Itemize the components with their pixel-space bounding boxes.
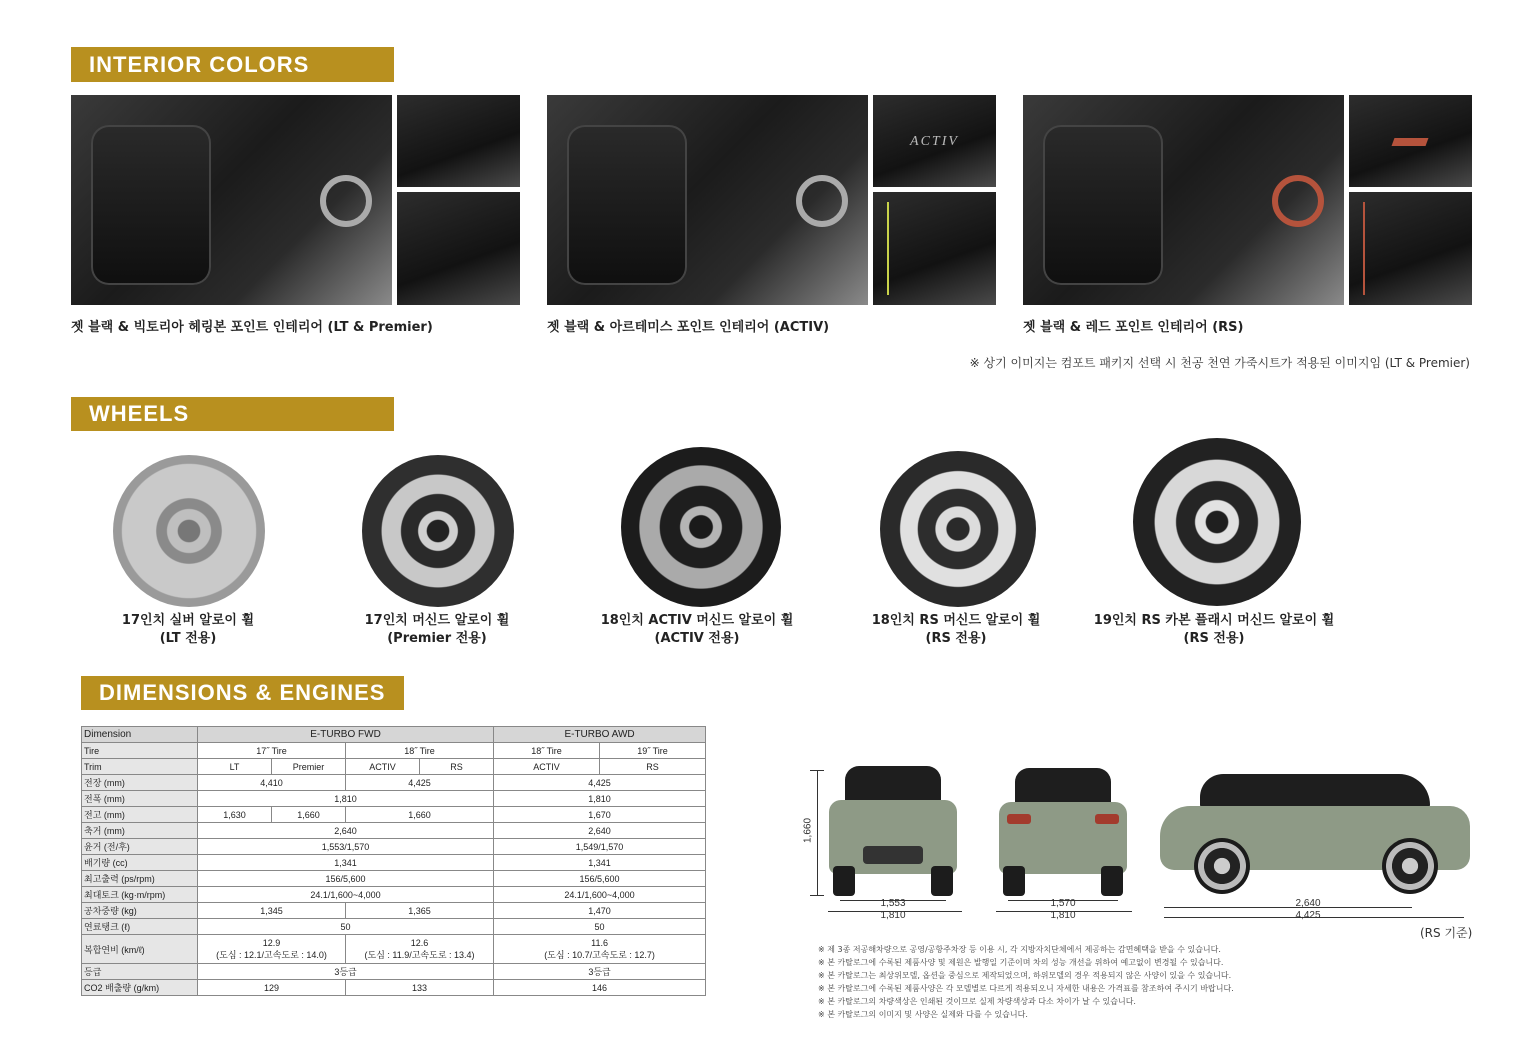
spec-cell: 146 [494,980,706,996]
car-front-view [823,766,963,896]
spec-label: 전폭 (mm) [82,791,198,807]
wheel-label-18-activ: 18인치 ACTIV 머신드 알로이 휠 (ACTIV 전용) [600,613,794,646]
rs-stitch [1363,202,1365,295]
spec-row-tire [82,743,706,759]
spec-label: 최대토크 (kg·m/rpm) [82,887,198,903]
spec-row-torque [82,887,706,903]
wheelbase-label: 2,640 [1295,898,1321,909]
footnote: ※ 본 카탈로그는 최상위모델, 옵션을 중심으로 제작되었으며, 하위모델의 경우 적용되지 않은 사양이 있을 수 있습니다. [818,971,1232,980]
seat-detail-activ [873,192,996,305]
length-label: 4,425 [1295,910,1321,921]
spec-label: 복합연비 (km/ℓ) [82,935,198,964]
footnote: ※ 본 카탈로그에 수록된 제품사양은 각 모델별로 다르게 적용되오니 자세한 내용은 가격표를 참조하여 주시기 바랍니다. [818,984,1234,993]
spec-label: 연료탱크 (ℓ) [82,919,198,935]
spec-cell-main: 12.9 [262,937,281,948]
car-rear-view [993,768,1133,896]
spec-cell: 129 [198,980,346,996]
spec-label: 배기량 (cc) [82,855,198,871]
interior-photo-activ [547,95,868,305]
spec-label: 윤거 (전/후) [82,839,198,855]
spec-row-displacement [82,855,706,871]
wheel-image-19-rs-carbon [1133,438,1301,606]
spec-cell: 1,630 [198,807,272,823]
interior-photo-rs [1023,95,1344,305]
seat-detail-rs [1349,192,1472,305]
section-banner-wheels: WHEELS [71,397,394,431]
spec-cell [346,935,494,964]
spec-cell: Premier [272,759,346,775]
wheel-image-17-silver [113,455,265,607]
spec-cell: 1,549/1,570 [494,839,706,855]
wheel-image-17-machined [362,455,514,607]
seat-detail-lt-premier [397,192,520,305]
wheel-label-18-rs: 18인치 RS 머신드 알로이 휠 (RS 전용) [871,613,1041,646]
footnote: ※ 제 3종 저공해차량으로 공영/공항주차장 등 이용 시, 각 지방자치단체에서 제공하는 감면혜택을 받을 수 있습니다. [818,945,1221,954]
spec-row-height [82,807,706,823]
spec-row-fuel-tank [82,919,706,935]
spec-cell: 1,470 [494,903,706,919]
height-dimension-line [817,770,818,895]
rear-width-label: 1,810 [1050,910,1076,921]
spec-cell: 1,810 [494,791,706,807]
height-dimension-label: 1,660 [802,817,814,844]
spec-cell-sub: (도심 : 12.1/고속도로 : 14.0) [216,949,327,960]
spec-cell: 1,660 [346,807,494,823]
height-dimension-tick-bottom [810,895,824,896]
spec-cell: 1,345 [198,903,346,919]
spec-row-wheelbase [82,823,706,839]
spec-cell: 50 [494,919,706,935]
spec-cell: 156/5,600 [494,871,706,887]
spec-cell: 1,810 [198,791,494,807]
spec-label: 전장 (mm) [82,775,198,791]
spec-label: CO2 배출량 (g/km) [82,980,198,996]
rear-track-label: 1,570 [1050,898,1076,909]
interior-caption-rs: 젯 블랙 & 레드 포인트 인테리어 (RS) [1023,320,1244,335]
spec-row-trim [82,759,706,775]
spec-row-length [82,775,706,791]
spec-cell: 1,553/1,570 [198,839,494,855]
spec-cell: 133 [346,980,494,996]
headrest-detail-activ [873,95,996,187]
headrest-detail-rs [1349,95,1472,187]
spec-row-co2 [82,980,706,996]
wheel-image-18-activ [621,447,781,607]
footnote: ※ 본 카탈로그의 이미지 및 사양은 실제와 다를 수 있습니다. [818,1010,1028,1019]
spec-row-weight [82,903,706,919]
spec-cell-sub: (도심 : 11.9/고속도로 : 13.4) [364,949,475,960]
spec-cell [198,935,346,964]
car-side-view [1160,770,1472,898]
wheel-label-17-machined: 17인치 머신드 알로이 휠 (Premier 전용) [364,613,510,646]
spec-cell-main: 12.6 [410,937,429,948]
spec-header-dimension: Dimension [82,727,198,743]
activ-stitch [887,202,889,295]
footnote: ※ 본 카탈로그에 수록된 제품사양 및 제원은 발행일 기준이며 차의 성능 개선을 위하여 예고없이 변경될 수 있습니다. [818,958,1224,967]
spec-cell: 4,425 [494,775,706,791]
wheel-label-17-silver: 17인치 실버 알로이 휠 (LT 전용) [121,613,255,646]
spec-label: 전고 (mm) [82,807,198,823]
spec-label: 축거 (mm) [82,823,198,839]
spec-cell: 4,410 [198,775,346,791]
spec-cell: 2,640 [494,823,706,839]
footnote: ※ 본 카탈로그의 차량색상은 인쇄된 것이므로 실제 차량색상과 다소 차이가 날 수 있습니다. [818,997,1136,1006]
spec-cell: 19˝ Tire [600,743,706,759]
spec-row-grade [82,964,706,980]
drawing-basis-note: (RS 기준) [1420,926,1473,940]
spec-cell: 1,341 [494,855,706,871]
spec-cell: 17˝ Tire [198,743,346,759]
spec-header-fwd: E-TURBO FWD [198,727,494,743]
height-dimension-tick-top [810,770,824,771]
spec-cell: 3등급 [198,964,494,980]
spec-cell: LT [198,759,272,775]
spec-cell: 4,425 [346,775,494,791]
spec-cell [494,935,706,964]
spec-header-awd: E-TURBO AWD [494,727,706,743]
section-banner-interior: INTERIOR COLORS [71,47,394,82]
interior-photo-lt-premier [71,95,392,305]
headrest-detail-lt-premier [397,95,520,187]
front-track-label: 1,553 [880,898,906,909]
interior-note: ※ 상기 이미지는 컴포트 패키지 선택 시 천공 천연 가죽시트가 적용된 이미지임 (LT & Premier) [969,356,1470,370]
spec-row-tread [82,839,706,855]
spec-cell: 1,670 [494,807,706,823]
wheel-label-19-rs-carbon: 19인치 RS 카본 플래시 머신드 알로이 휠 (RS 전용) [1093,613,1335,646]
spec-cell: 50 [198,919,494,935]
spec-cell: 18˝ Tire [346,743,494,759]
spec-cell: RS [420,759,494,775]
spec-cell: 2,640 [198,823,494,839]
spec-cell: 18˝ Tire [494,743,600,759]
spec-header-row [82,727,706,743]
front-width-label: 1,810 [880,910,906,921]
spec-cell: 1,341 [198,855,494,871]
spec-label: 등급 [82,964,198,980]
spec-cell: RS [600,759,706,775]
spec-cell: 3등급 [494,964,706,980]
spec-row-power [82,871,706,887]
spec-cell: 156/5,600 [198,871,494,887]
spec-cell: ACTIV [494,759,600,775]
spec-cell-main: 11.6 [591,937,608,948]
spec-label: 공차중량 (kg) [82,903,198,919]
spec-label: 최고출력 (ps/rpm) [82,871,198,887]
rs-logo [1392,138,1429,146]
spec-cell: 24.1/1,600~4,000 [494,887,706,903]
wheel-image-18-rs [880,451,1036,607]
spec-cell-sub: (도심 : 10.7/고속도로 : 12.7) [544,949,655,960]
spec-table [81,726,706,996]
spec-cell: 1,660 [272,807,346,823]
spec-row-efficiency [82,935,706,964]
spec-label: Tire [82,743,198,759]
spec-cell: 24.1/1,600~4,000 [198,887,494,903]
section-banner-dimensions: DIMENSIONS & ENGINES [81,676,404,710]
spec-cell: ACTIV [346,759,420,775]
interior-caption-lt-premier: 젯 블랙 & 빅토리아 헤링본 포인트 인테리어 (LT & Premier) [71,320,433,335]
spec-cell: 1,365 [346,903,494,919]
interior-caption-activ: 젯 블랙 & 아르테미스 포인트 인테리어 (ACTIV) [547,320,830,335]
activ-logo: ACTIV [910,133,959,149]
spec-label: Trim [82,759,198,775]
spec-row-width [82,791,706,807]
